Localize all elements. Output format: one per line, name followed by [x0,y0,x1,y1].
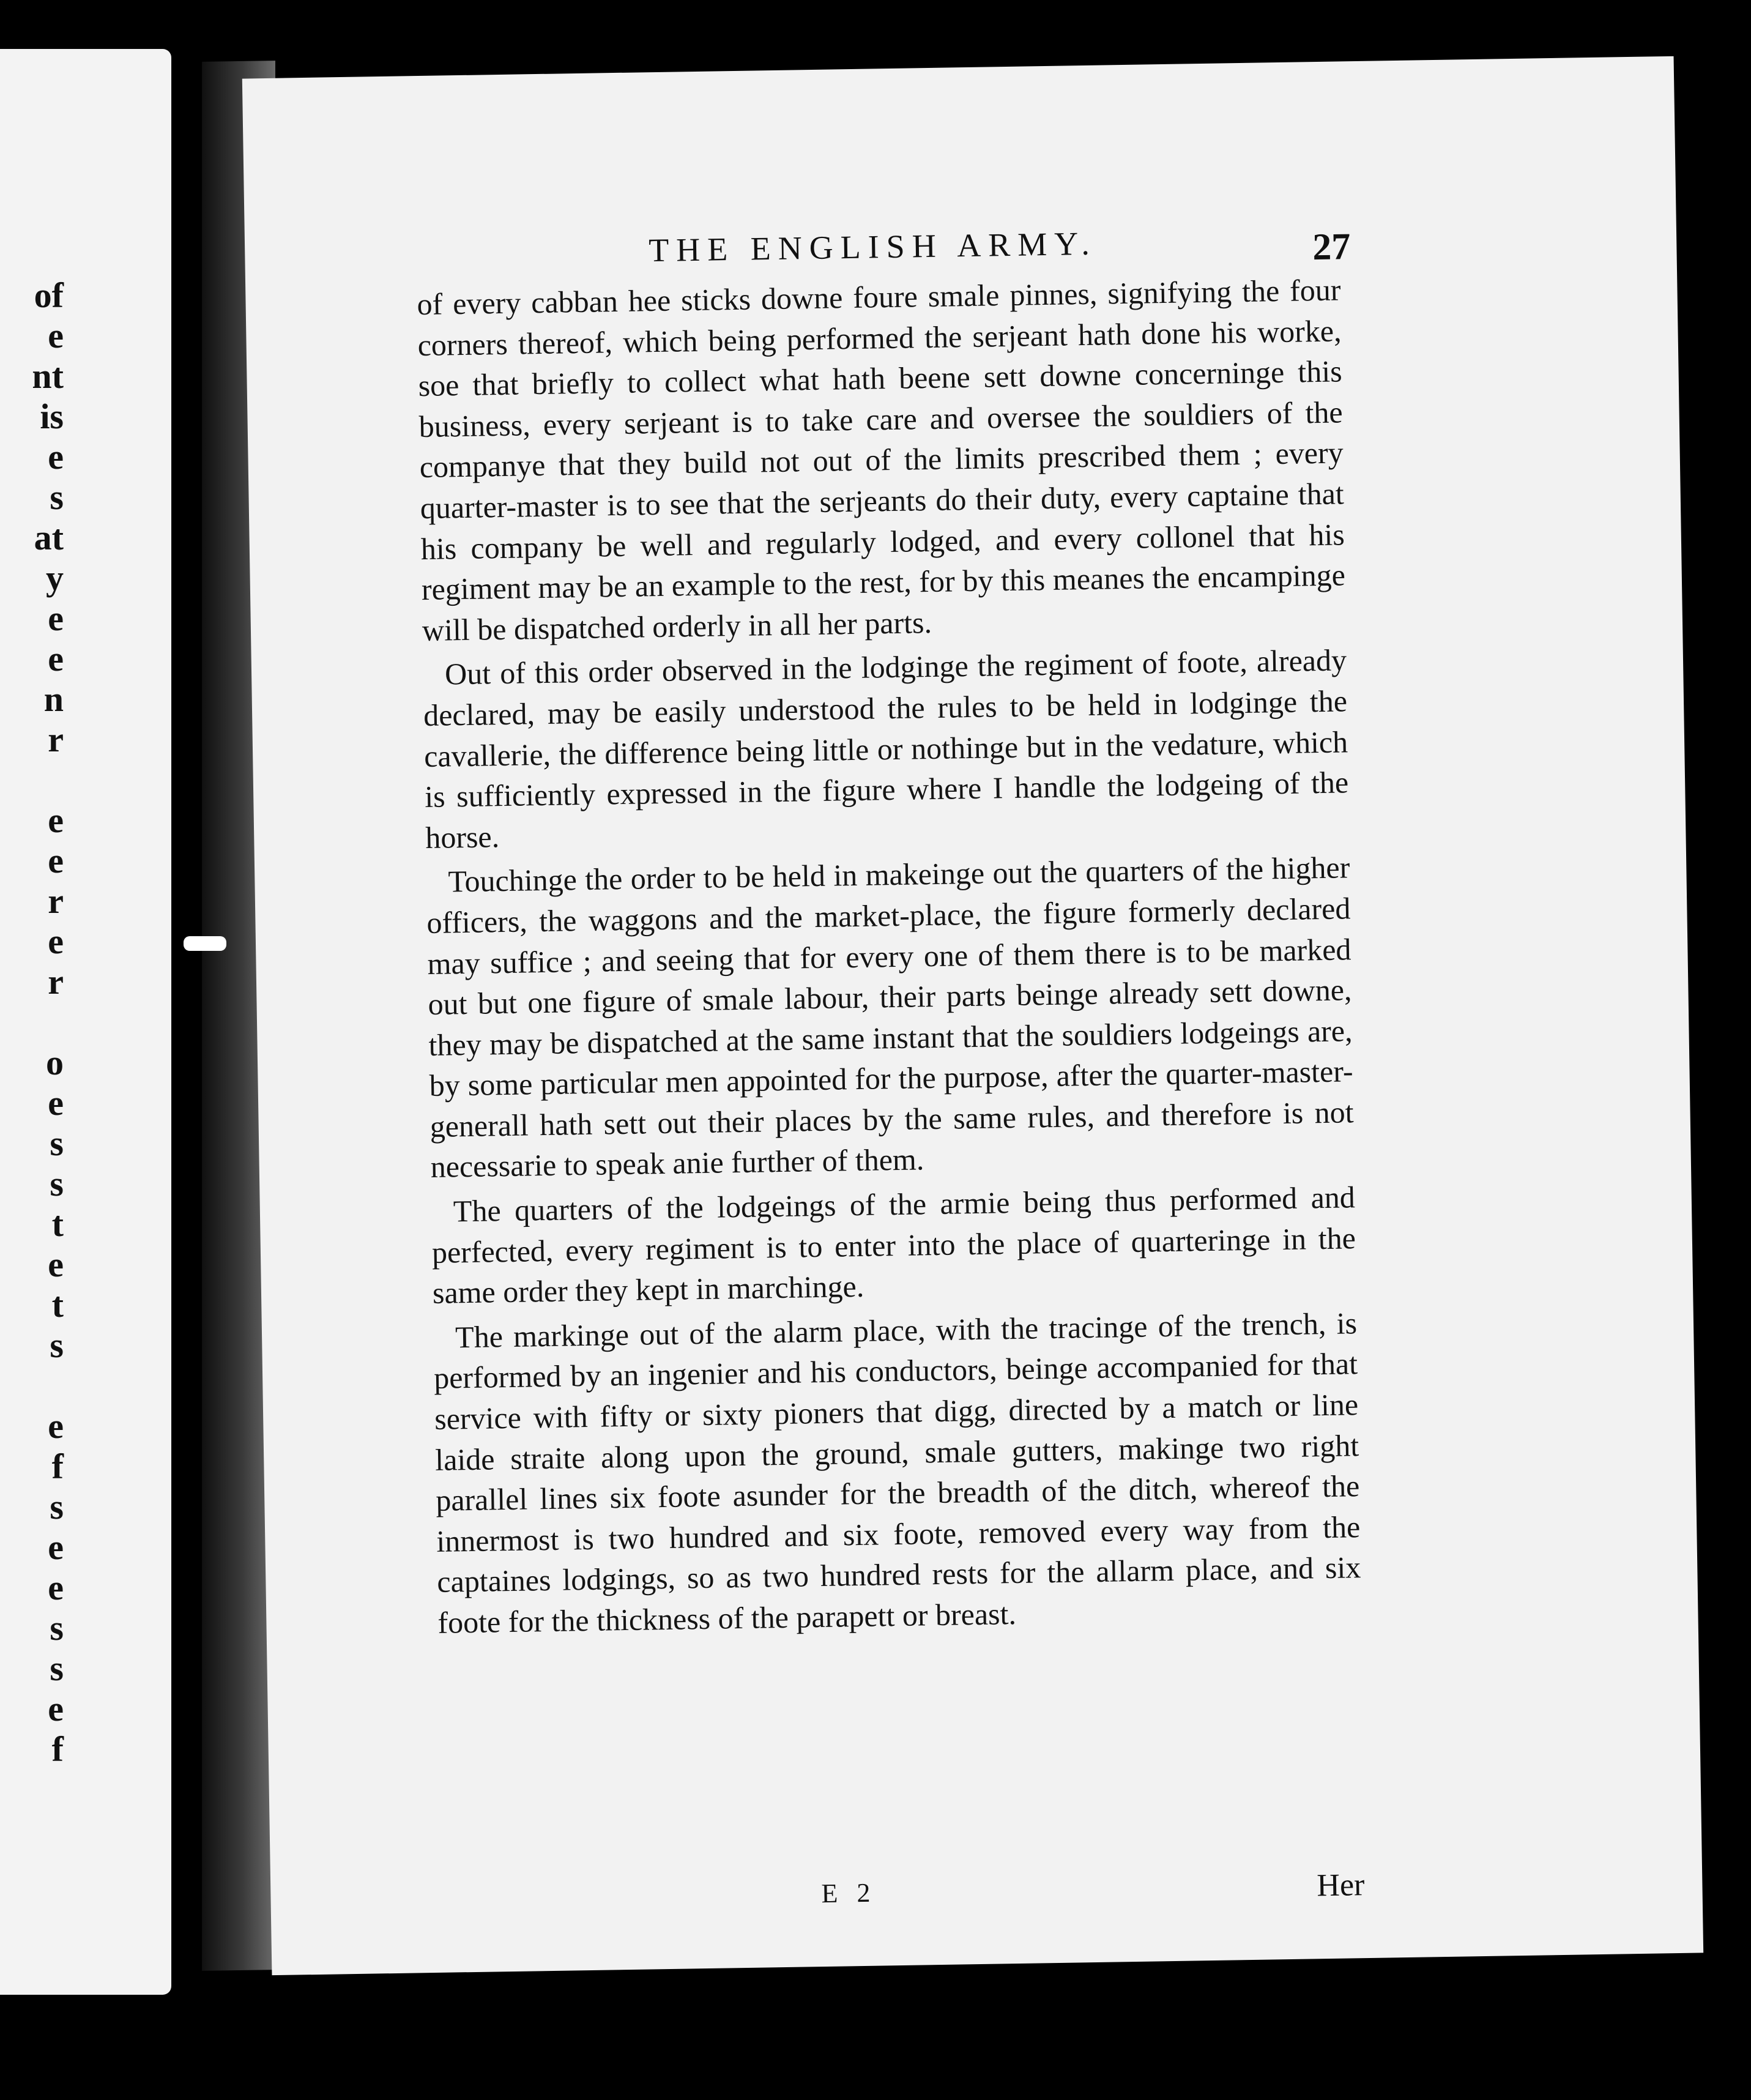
left-edge-letter: e [48,841,64,881]
paragraph: Touchinge the order to be held in makeinge out the quarters of the higher officers, the waggons and the market-place, the figure formerly declared may suffice ; and seeing that for every one of them there is to be marked out but one figure of smale labour, their parts beinge already sett downe, they may be dispatched at the same instant that the souldiers lodgeings are, by some particular men appointed for the purpose, after the quarter-master-generall hath sett out their places by the same rules, and therefore is not necessarie to speak anie further of them. [426,850,1354,1185]
left-edge-letter: e [48,437,64,477]
left-page-edge-text [9,275,64,1770]
left-edge-letter: f [51,1729,64,1769]
page-footer [270,1864,1703,1935]
book-page [242,56,1703,1975]
left-edge-letter: s [50,1648,64,1688]
left-facing-page [0,49,171,1995]
left-edge-letter: e [48,1568,64,1607]
left-edge-letter: n [43,679,64,719]
left-edge-letter: o [46,1043,64,1082]
left-edge-letter: r [48,720,64,759]
left-edge-letter: s [50,1487,64,1527]
left-edge-letter: s [50,1123,64,1163]
left-edge-letter: e [48,639,64,679]
left-edge-letter: y [46,558,64,598]
left-edge-letter: s [50,477,64,517]
left-edge-letter: s [50,1608,64,1648]
left-edge-letter: is [40,397,64,436]
left-edge-letter: r [48,881,64,921]
left-edge-letter: r [48,962,64,1002]
paragraph: Out of this order observed in the lodginge the regiment of foote, already declared, may be easily understood the rules to be held in lodginge the cavallerie, the difference being little or nothinge but in the vedature, which is sufficiently expressed in the figure where I handle the lodgeing of the horse. [423,642,1349,855]
left-edge-letter [9,1002,64,1043]
gutter-highlight [184,936,226,951]
left-edge-letter: s [50,1164,64,1204]
left-edge-letter: of [34,275,64,315]
catchword: Her [1316,1867,1365,1904]
body-text [417,269,1362,1647]
paragraph: The markinge out of the alarm place, with the tracinge of the trench, is performed by an ingenier and his conductors, beinge accompanied for that service with fifty or sixty pioners that digg, directed by a match or line laide straite along upon the ground, smale gutters, makinge two right parallel lines six foote asunder for the breadth of the ditch, whereof the innermost is two hundred and six foote, removed every way from the captaines lodgings, so as two hundred rests for the allarm place, and six foote for the thickness of the parapett or breast. [433,1306,1361,1640]
left-edge-letter: e [48,1245,64,1284]
left-edge-letter: e [48,1527,64,1567]
left-edge-letter: e [48,316,64,356]
left-edge-letter: nt [32,356,64,396]
left-edge-letter [9,760,64,800]
page-number: 27 [1312,226,1351,269]
left-edge-letter: e [48,1083,64,1123]
paragraph: The quarters of the lodgeings of the armie being thus performed and perfected, every regiment is to enter into the place of quarteringe in the same order they kept in marchinge. [431,1180,1356,1311]
left-edge-letter [9,1366,64,1406]
running-title: THE ENGLISH ARMY. [648,225,1098,269]
left-edge-letter: t [51,1285,64,1325]
left-edge-letter: at [34,518,64,557]
paragraph: of every cabban hee sticks downe foure smale pinnes, signifying the four corners thereof, which being performed the serjeant hath done his worke, soe that briefly to collect what hath beene sett downe concerninge this business, every serjeant is to take care and oversee the souldiers of the companye that they build not out of the limits prescribed them ; every quarter-master is to see that the serjeants do their duty, every captaine that his company be well and regularly lodged, and every collonel that his regiment may be an example to the rest, for by this meanes the encampinge will be dispatched orderly in all her parts. [417,272,1346,647]
left-edge-letter: e [48,1406,64,1446]
left-edge-letter: e [48,1689,64,1729]
left-edge-letter: t [51,1204,64,1244]
left-edge-letter: f [51,1447,64,1486]
left-edge-letter: e [48,922,64,961]
left-edge-letter: e [48,598,64,638]
signature-mark: E 2 [821,1877,877,1909]
left-edge-letter: s [50,1325,64,1365]
left-edge-letter: e [48,800,64,840]
